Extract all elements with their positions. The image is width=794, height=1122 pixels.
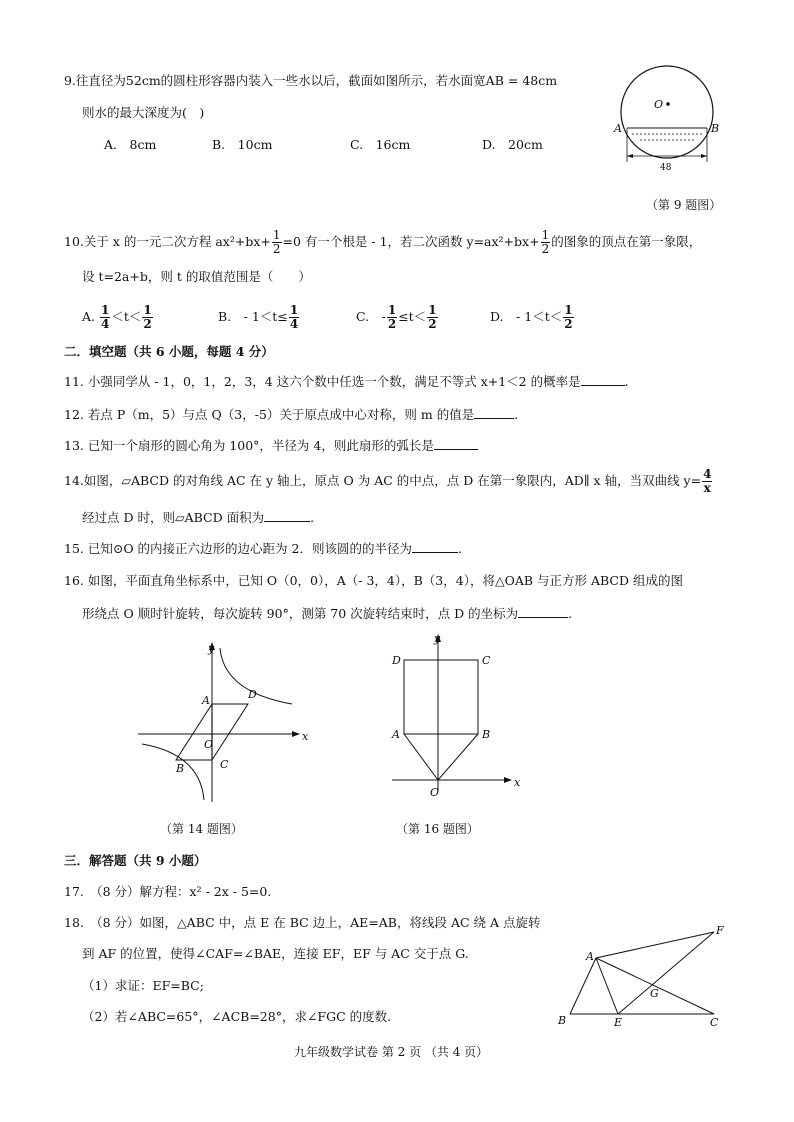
q16-label-b: B bbox=[482, 728, 491, 741]
q18-sub2: （2）若∠ABC=65°，∠ACB=28°，求∠FGC 的度数. bbox=[82, 1009, 392, 1024]
q10-option-a: A. $\frac{1}{4}$ ＜t＜ $\frac{1}{2}$ bbox=[82, 303, 152, 331]
q18-label-e: E bbox=[614, 1016, 623, 1029]
q18-figure bbox=[554, 922, 734, 1032]
q10-line2: 设 t=2a+b，则 t 的取值范围是（ ） bbox=[82, 269, 311, 284]
q10-line1 bbox=[64, 229, 701, 256]
q10-option-d: D. - 1＜t＜ $\frac{1}{2}$ bbox=[490, 303, 573, 331]
q9-option-d: D. 20cm bbox=[482, 137, 543, 152]
q16-label-y: y bbox=[434, 632, 441, 645]
q14-answer-blank[interactable] bbox=[264, 508, 310, 522]
q16-label-o: O bbox=[430, 786, 440, 799]
q10-part3: 的图象的顶点在第一象限， bbox=[551, 234, 702, 249]
q9-label-a: A bbox=[614, 122, 622, 135]
q9-stem: 9.往直径为52cm的圆柱形容器内装入一些水以后，截面如图所示，若水面宽AB = 48cm bbox=[64, 73, 558, 88]
q16-line1: 16. 如图，平面直角坐标系中，已知 O（0，0），A（- 3，4），B（3，4），将△OAB 与正方形 ABCD 组成的图 bbox=[64, 573, 683, 588]
q18-label-f: F bbox=[716, 924, 724, 937]
q16-label-a: A bbox=[392, 728, 400, 741]
q15-answer-blank[interactable] bbox=[412, 539, 458, 553]
q13: 13. 已知一个扇形的圆心角为 100°，半径为 4，则此扇形的弧长是 bbox=[64, 436, 478, 455]
section-3-heading: 三．解答题（共 9 小题） bbox=[64, 853, 207, 868]
q16-label-d: D bbox=[392, 654, 401, 667]
section-2-heading: 二．填空题（共 6 小题，每题 4 分） bbox=[64, 344, 274, 359]
q9-option-a: A. 8cm bbox=[104, 137, 157, 152]
q9-line2: 则水的最大深度为( ) bbox=[82, 105, 205, 120]
q18-sub1: （1）求证：EF=BC; bbox=[82, 978, 204, 993]
q18-line2: 到 AF 的位置，使得∠CAF=∠BAE，连接 EF，EF 与 AC 交于点 G. bbox=[82, 946, 469, 961]
q10-option-c: C. - $\frac{1}{2}$ ≤t＜ $\frac{1}{2}$ bbox=[356, 303, 437, 331]
q15: 15. 已知⊙O 的内接正六边形的边心距为 2．则该圆的的半径为 . bbox=[64, 541, 462, 556]
q9-option-c: C. 16cm bbox=[350, 137, 411, 152]
q11: 11. 小强同学从 - 1，0，1，2，3，4 这六个数中任选一个数，满足不等式 x+1＜2 的概率是 . bbox=[64, 374, 629, 389]
q18-label-a: A bbox=[586, 950, 594, 963]
q18-line1: 18. （8 分）如图，△ABC 中，点 E 在 BC 边上，AE=AB，将线段 AC 绕 A 点旋转 bbox=[64, 915, 541, 930]
q14-label-x: x bbox=[302, 730, 309, 743]
q9-label-48: 48 bbox=[660, 163, 672, 173]
q18-label-g: G bbox=[650, 987, 659, 1000]
q10-part2: =0 有一个根是 - 1，若二次函数 y=ax²+bx+ bbox=[282, 234, 540, 249]
q11-answer-blank[interactable] bbox=[581, 372, 625, 386]
q14-line1: 14.如图，▱ABCD 的对角线 AC 在 y 轴上，原点 O 为 AC 的中点，点 D 在第一象限内，AD∥ x 轴，当双曲线 y= $\frac{4}{x}$ bbox=[64, 467, 712, 495]
q16-label-c: C bbox=[482, 654, 491, 667]
q14-line2: 经过点 D 时，则▱ABCD 面积为 . bbox=[82, 510, 315, 525]
q14-label-a: A bbox=[202, 694, 210, 707]
page-footer: 九年级数学试卷 第 2 页 （共 4 页） bbox=[294, 1045, 489, 1059]
q14-label-c: C bbox=[220, 758, 229, 771]
q18-label-b: B bbox=[558, 1014, 567, 1027]
q16-line2: 形绕点 O 顺时针旋转，每次旋转 90°，测第 70 次旋转结束时，点 D 的坐标为 . bbox=[82, 606, 573, 621]
q17: 17. （8 分）解方程：x² - 2x - 5=0. bbox=[64, 884, 272, 899]
q10-half-fraction: $\frac{1}{2}$ bbox=[272, 228, 281, 256]
q14-label-o: O bbox=[204, 738, 214, 751]
q9-figure bbox=[610, 56, 730, 186]
q9-label-b: B bbox=[711, 122, 720, 135]
q16-figure bbox=[390, 632, 530, 804]
q18-label-c: C bbox=[710, 1016, 719, 1029]
q10-half-fraction-2: $\frac{1}{2}$ bbox=[541, 228, 550, 256]
q16-answer-blank[interactable] bbox=[518, 604, 568, 618]
q14-label-y: y bbox=[208, 642, 215, 655]
q13-answer-blank[interactable] bbox=[434, 436, 478, 450]
q12-answer-blank[interactable] bbox=[474, 405, 514, 419]
q14-label-b: B bbox=[176, 762, 185, 775]
q9-option-b: B. 10cm bbox=[212, 137, 273, 152]
q16-caption: （第 16 题图） bbox=[396, 822, 479, 836]
q16-label-x: x bbox=[514, 776, 521, 789]
q9-caption: （第 9 题图） bbox=[646, 198, 722, 212]
q12: 12. 若点 P（m，5）与点 Q（3，-5）关于原点成中心对称，则 m 的值是 . bbox=[64, 407, 519, 422]
q14-label-d: D bbox=[248, 688, 257, 701]
q14-fraction: $\frac{4}{x}$ bbox=[703, 467, 712, 495]
q9-label-o: O bbox=[654, 98, 664, 111]
q14-figure bbox=[132, 640, 312, 810]
q14-caption: （第 14 题图） bbox=[160, 822, 243, 836]
q10-part1: 10.关于 x 的一元二次方程 ax²+bx+ bbox=[64, 234, 271, 249]
q10-option-b: B. - 1＜t≤ $\frac{1}{4}$ bbox=[218, 303, 299, 331]
